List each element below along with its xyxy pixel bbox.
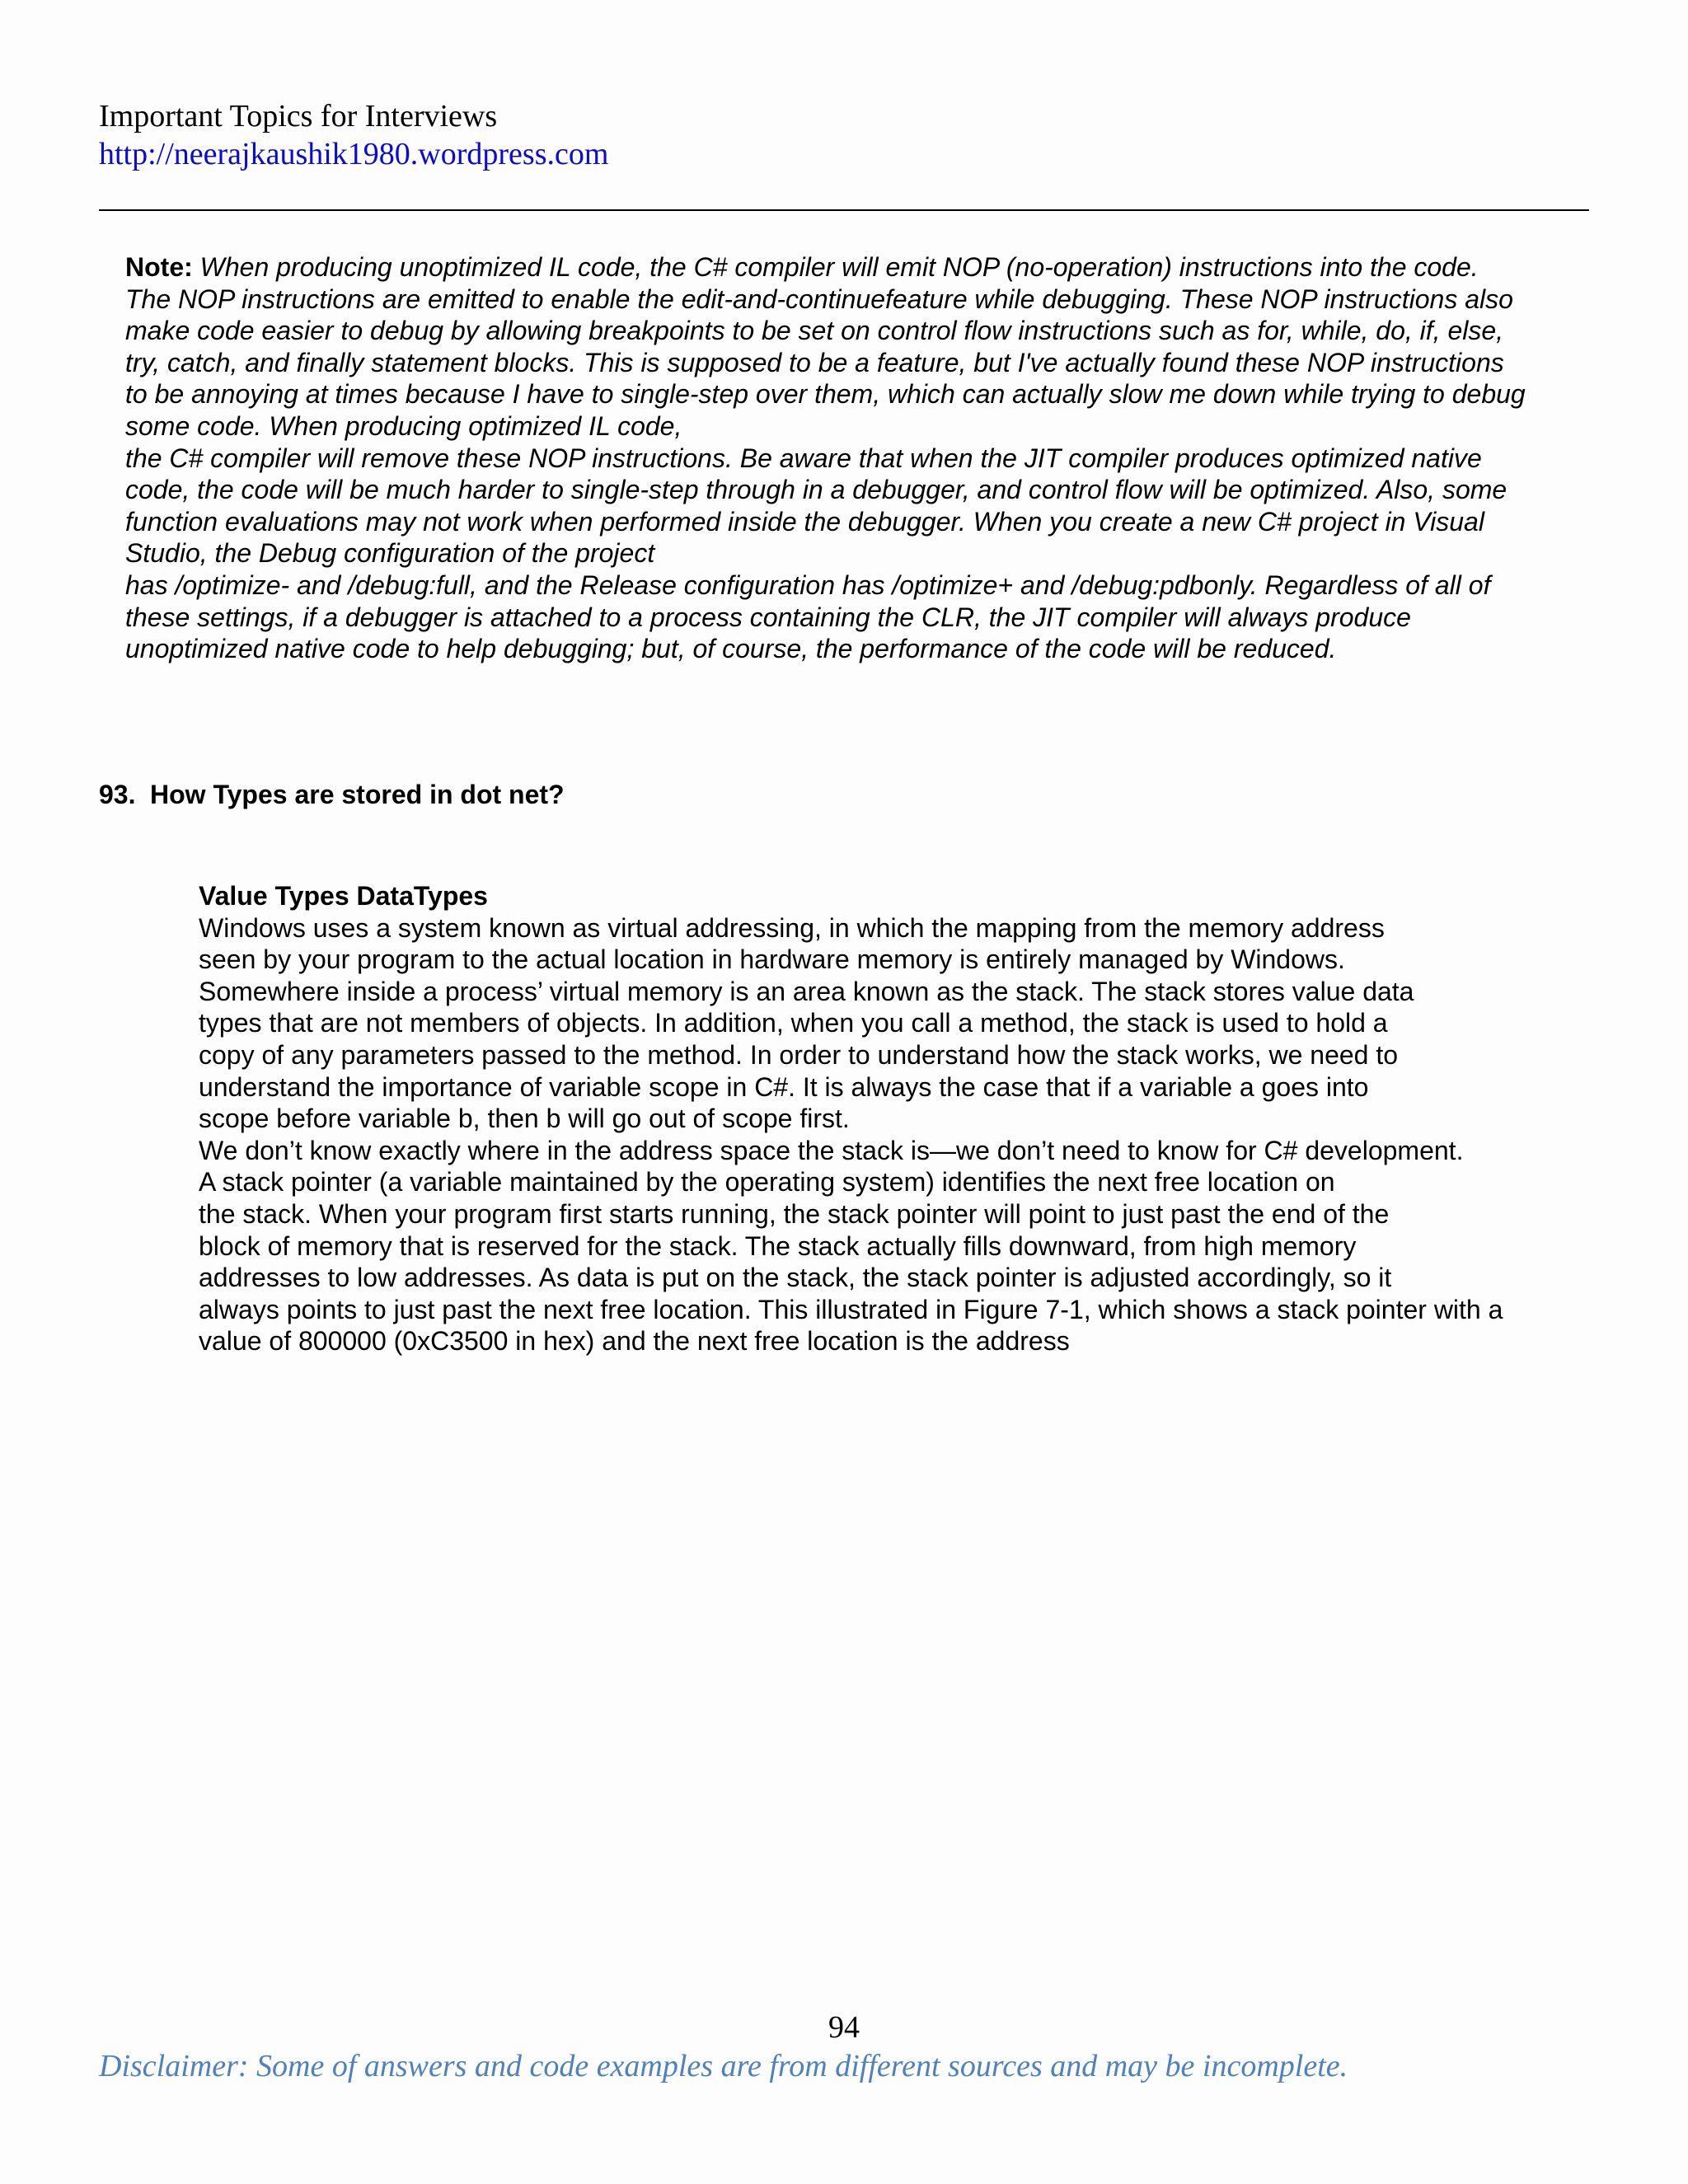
answer-line: types that are not members of objects. In addition, when you call a method, the stack is used to hold a [199,1008,1388,1038]
answer-line: seen by your program to the actual location in hardware memory is entirely managed by Windows. [199,944,1345,975]
answer-line: addresses to low addresses. As data is put on the stack, the stack pointer is adjusted accordingly, so it [199,1263,1392,1293]
header-site-url[interactable]: http://neerajkaushik1980.wordpress.com [99,137,609,171]
note-line: the C# compiler will remove these NOP instructions. Be aware that when the JIT compiler produces optimized native [125,443,1482,473]
answer-block [199,880,1592,1357]
answer-line: scope before variable b, then b will go out of scope first. [199,1104,850,1134]
answer-line: always points to just past the next free location. This illustrated in Figure 7-1, which shows a stack pointer with a [199,1294,1503,1324]
note-line: these settings, if a debugger is attached to a process containing the CLR, the JIT compiler will always produce [125,602,1411,632]
answer-line: the stack. When your program first starts running, the stack pointer will point to just past the end of the [199,1198,1390,1229]
question-heading [99,779,565,810]
note-block [125,251,1592,665]
note-line: Note: When producing unoptimized IL code, the C# compiler will emit NOP (no-operation) instructions into the code. [125,252,1479,282]
answer-line: Somewhere inside a process’ virtual memory is an area known as the stack. The stack stores value data [199,976,1414,1006]
answer-line: copy of any parameters passed to the method. In order to understand how the stack works, we need to [199,1039,1399,1070]
note-line: The NOP instructions are emitted to enable the edit-and-continuefeature while debugging. These NOP instructions also [125,284,1513,314]
answer-heading: Value Types DataTypes [199,881,488,911]
note-line: make code easier to debug by allowing breakpoints to be set on control flow instructions such as for, while, do, if, else, [125,316,1504,346]
answer-line: Windows uses a system known as virtual addressing, in which the mapping from the memory address [199,912,1385,943]
question-number: 93. [99,780,136,809]
question-text: How Types are stored in dot net? [150,780,565,809]
note-line: code, the code will be much harder to single-step through in a debugger, and control flow will be optimized. Also, some [125,475,1507,505]
note-line: some code. When producing optimized IL code, [125,410,682,441]
header-divider [99,209,1589,211]
note-line: to be annoying at times because I have to single-step over them, which can actually slow me down while trying to debug [125,379,1526,410]
header-title: Important Topics for Interviews [99,99,498,134]
note-line: Studio, the Debug configuration of the project [125,538,655,569]
answer-line: understand the importance of variable scope in C#. It is always the case that if a variable a goes into [199,1071,1369,1102]
answer-line: value of 800000 (0xC3500 in hex) and the next free location is the address [199,1326,1070,1357]
note-line: has /optimize- and /debug:full, and the Release configuration has /optimize+ and /debug:pdbonly. Regardless of all of [125,569,1491,600]
note-line: function evaluations may not work when performed inside the debugger. When you create a new C# project in Visual [125,506,1484,537]
answer-line: A stack pointer (a variable maintained by the operating system) identifies the next free location on [199,1167,1335,1197]
note-label: Note: [125,252,193,282]
answer-line: We don’t know exactly where in the address space the stack is—we don’t need to know for C# development. [199,1135,1464,1165]
note-line: try, catch, and finally statement blocks. This is supposed to be a feature, but I've actually found these NOP instructions [125,347,1504,377]
note-line: unoptimized native code to help debugging; but, of course, the performance of the code will be reduced. [125,634,1337,664]
page-header [99,97,608,173]
footer-disclaimer: Disclaimer: Some of answers and code examples are from different sources and may be incomplete. [99,2049,1348,2083]
page-number: 94 [828,2010,860,2045]
answer-line: block of memory that is reserved for the stack. The stack actually fills downward, from high memory [199,1230,1357,1261]
